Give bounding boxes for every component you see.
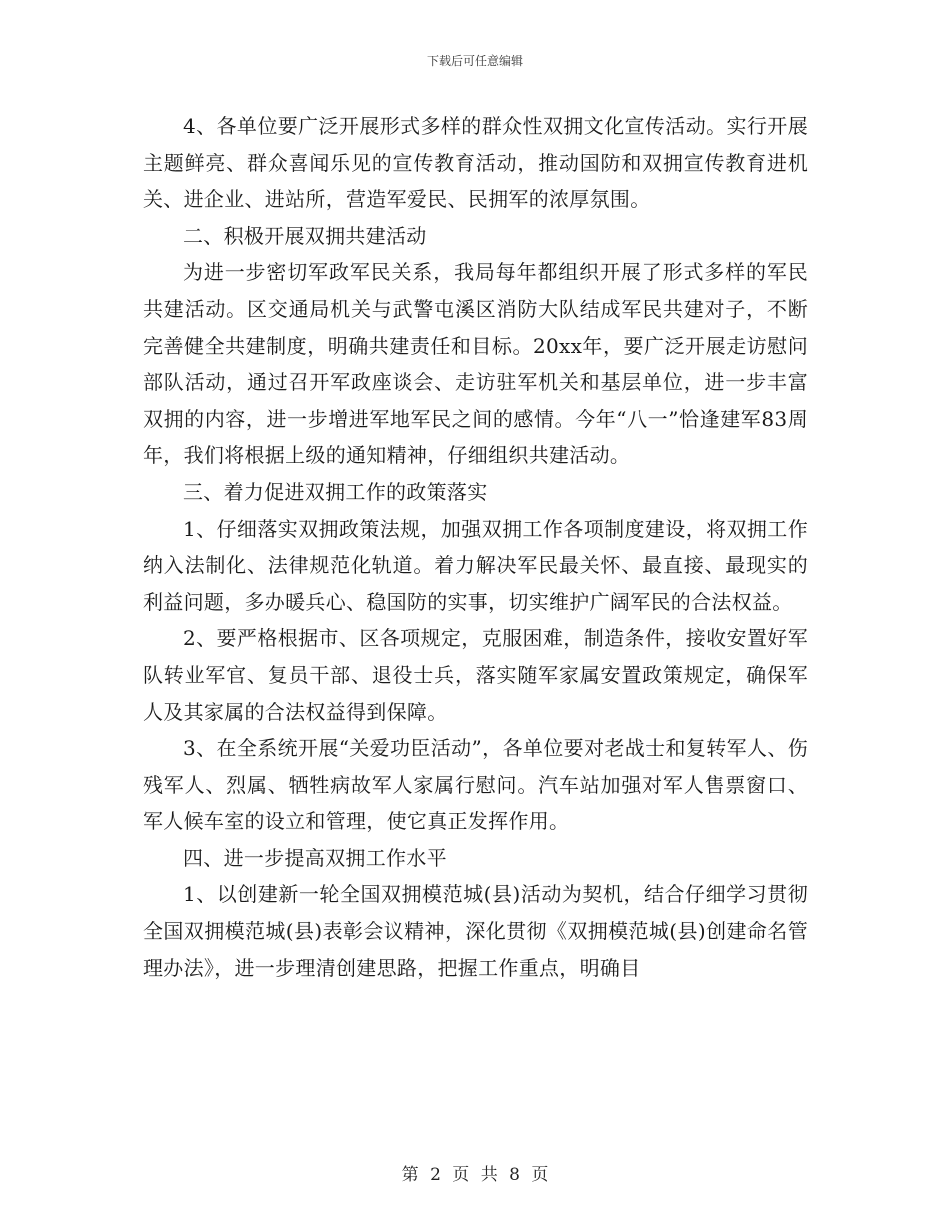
- document-body: [143, 108, 808, 986]
- paragraph-policy-1: 1、仔细落实双拥政策法规，加强双拥工作各项制度建设，将双拥工作纳入法制化、法律规范化轨道。着力解决军民最关怀、最直接、最现实的利益问题，多办暖兵心、稳国防的实事，切实维护广阔军民的合法权益。: [143, 516, 808, 614]
- section-heading-2: 二、积极开展双拥共建活动: [183, 223, 427, 248]
- paragraph-policy-3: 3、在全系统开展“关爱功臣活动”，各单位要对老战士和复转军人、伤残军人、烈属、牺牲病故军人家属行慰问。汽车站加强对军人售票窗口、军人候车室的设立和管理，使它真正发挥作用。: [143, 736, 808, 834]
- section-heading-4: 四、进一步提高双拥工作水平: [183, 845, 447, 870]
- paragraph-joint-construction: 为进一步密切军政军民关系，我局每年都组织开展了形式多样的军民共建活动。区交通局机关与武警屯溪区消防大队结成军民共建对子，不断完善健全共建制度，明确共建责任和目标。20xx年，要广泛开展走访慰问部队活动，通过召开军政座谈会、走访驻军机关和基层单位，进一步丰富双拥的内容，进一步增进军地军民之间的感情。今年“八一”恰逢建军83周年，我们将根据上级的通知精神，仔细组织共建活动。: [143, 260, 808, 468]
- page-header-note: 下载后可任意编辑: [426, 54, 523, 68]
- paragraph-level-1: 1、以创建新一轮全国双拥模范城(县)活动为契机，结合仔细学习贯彻全国双拥模范城(县)表彰会议精神，深化贯彻《双拥模范城(县)创建命名管理办法》，进一步理清创建思路，把握工作重点，明确目: [143, 882, 808, 980]
- paragraph-policy-2: 2、要严格根据市、区各项规定，克服困难，制造条件，接收安置好军队转业军官、复员干部、退役士兵，落实随军家属安置政策规定，确保军人及其家属的合法权益得到保障。: [143, 626, 808, 724]
- section-heading-3: 三、着力促进双拥工作的政策落实: [183, 479, 488, 504]
- page-number-footer: 第 2 页 共 8 页: [401, 1165, 549, 1185]
- paragraph-item-4: 4、各单位要广泛开展形式多样的群众性双拥文化宣传活动。实行开展主题鲜亮、群众喜闻乐见的宣传教育活动，推动国防和双拥宣传教育进机关、进企业、进站所，营造军爱民、民拥军的浓厚氛围。: [143, 114, 808, 212]
